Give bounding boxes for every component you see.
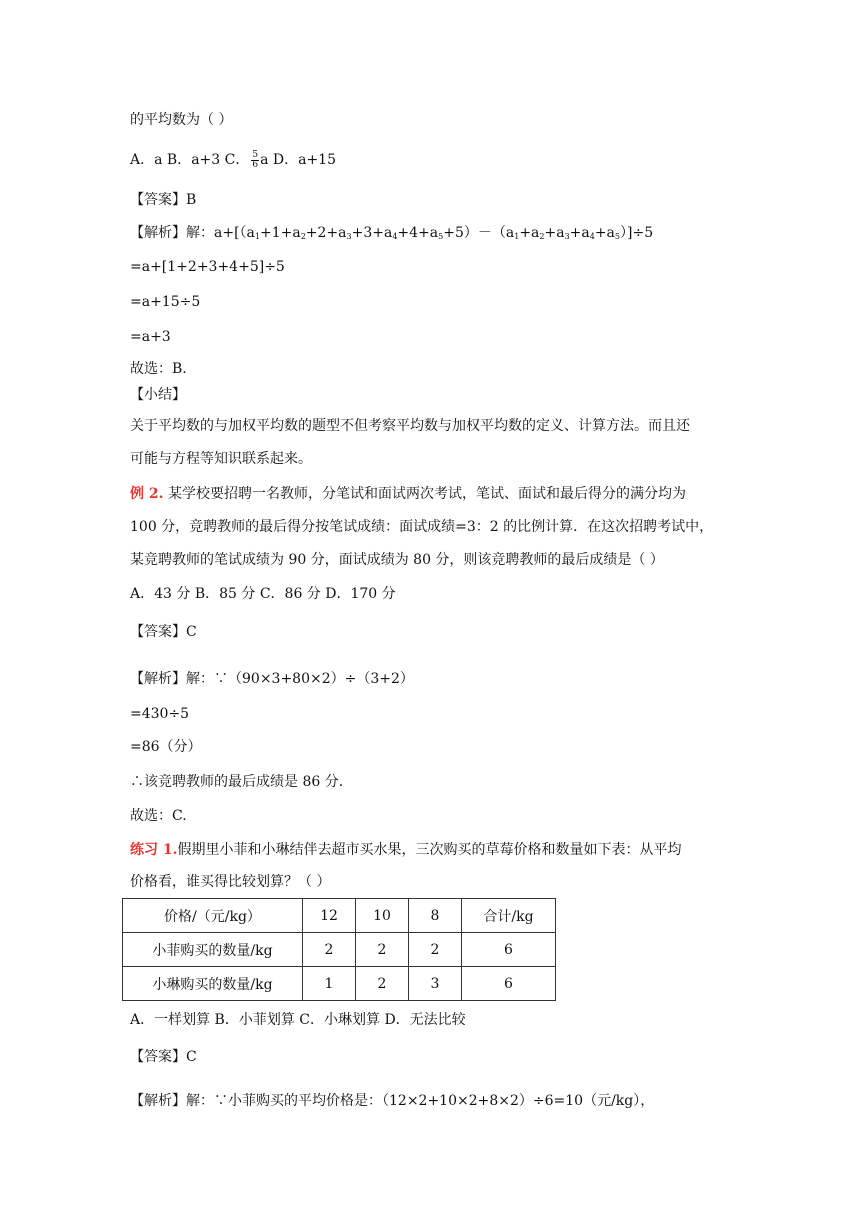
summary-line-2: 可能与方程等知识联系起来。 [130,451,312,467]
analysis-text: +a [594,225,615,241]
practice-1-line-2: 价格看，谁买得比较划算？（ ） [130,874,331,890]
subscript: 2 [539,232,545,241]
example-2-step-2: =86（分） [130,739,202,755]
q1-options [130,150,336,170]
practice-text: 假期里小菲和小琳结伴去超市买水果，三次购买的草莓价格和数量如下表：从平均 [177,842,682,858]
example-2-line-1 [130,484,686,504]
table-cell: 6 [462,967,556,1001]
table-cell: 6 [462,933,556,967]
q1-analysis [130,223,653,243]
table-cell: 小琳购买的数量/kg [123,967,303,1001]
q1-options-suffix: a D．a+15 [260,152,336,168]
example-text: 某学校要招聘一名教师，分笔试和面试两次考试，笔试、面试和最后得分的满分均为 [163,486,686,502]
subscript: 1 [514,232,520,241]
subscript: 5 [438,232,444,241]
table-cell: 合计/kg [462,899,556,933]
table-cell: 3 [409,967,462,1001]
fraction-numerator: 5 [252,149,259,160]
analysis-text: +1+a [259,225,301,241]
table-cell: 8 [409,899,462,933]
example-2-choice: 故选：C. [130,808,187,824]
fraction-denominator: 6 [252,159,259,170]
analysis-text: ）]÷5 [620,225,654,241]
table-row [123,933,556,967]
analysis-text: +5）－（a [443,225,515,241]
subscript: 5 [614,232,620,241]
summary-line-1: 关于平均数的与加权平均数的题型不但考察平均数与加权平均数的定义、计算方法。而且还 [130,418,690,434]
table-cell: 1 [303,967,356,1001]
table-cell: 小菲购买的数量/kg [123,933,303,967]
table-cell: 2 [356,967,409,1001]
example-2-line-2: 100 分，竞聘教师的最后得分按笔试成绩：面试成绩=3：2 的比例计算．在这次招聘考试中， [130,519,714,535]
table-row [123,899,556,933]
subscript: 4 [589,232,595,241]
example-2-analysis: 【解析】解：∵（90×3+80×2）÷（3+2） [130,671,414,687]
analysis-text: +a [519,225,540,241]
q1-choice: 故选：B. [130,361,187,377]
price-quantity-table [122,898,556,1001]
summary-heading: 【小结】 [130,387,186,403]
example-2-options: A．43 分 B．85 分 C．86 分 D．170 分 [130,586,396,602]
q1-options-prefix: A．a B．a+3 C． [130,152,250,168]
example-2-conclusion: ∴该竞聘教师的最后成绩是 86 分． [130,774,353,790]
analysis-text: 【解析】解：a+[（a [130,225,255,241]
practice-1-answer: 【答案】C [130,1049,197,1065]
table-row [123,967,556,1001]
practice-1-line-1 [130,840,682,860]
analysis-text: +4+a [397,225,439,241]
example-2-step-1: =430÷5 [130,706,190,722]
subscript: 4 [392,232,398,241]
q1-step-1: =a+[1+2+3+4+5]÷5 [130,259,285,275]
example-2-answer: 【答案】C [130,624,197,640]
example-2-line-3: 某竞聘教师的笔试成绩为 90 分，面试成绩为 80 分，则该竞聘教师的最后成绩是（ ） [130,552,664,568]
table-cell: 价格/（元/kg） [123,899,303,933]
example-label: 例 2. [130,486,164,502]
table-cell: 12 [303,899,356,933]
analysis-text: +a [544,225,565,241]
practice-1-options: A．一样划算 B．小菲划算 C．小琳划算 D．无法比较 [130,1012,466,1028]
analysis-text: +3+a [351,225,393,241]
subscript: 3 [346,232,352,241]
table-cell: 2 [356,933,409,967]
practice-1-analysis: 【解析】解：∵小菲购买的平均价格是：（12×2+10×2+8×2）÷6=10（元/kg）， [130,1093,655,1109]
analysis-text: +a [569,225,590,241]
subscript: 1 [254,232,260,241]
analysis-text: +2+a [305,225,347,241]
table-cell: 2 [409,933,462,967]
q1-answer: 【答案】B [130,192,197,208]
q1-step-3: =a+3 [130,329,171,345]
subscript: 3 [564,232,570,241]
fraction [251,151,259,170]
subscript: 2 [300,232,306,241]
table-cell: 2 [303,933,356,967]
q1-stem-tail: 的平均数为（ ） [130,112,233,128]
q1-step-2: =a+15÷5 [130,294,201,310]
practice-label: 练习 1. [130,842,178,858]
table-cell: 10 [356,899,409,933]
